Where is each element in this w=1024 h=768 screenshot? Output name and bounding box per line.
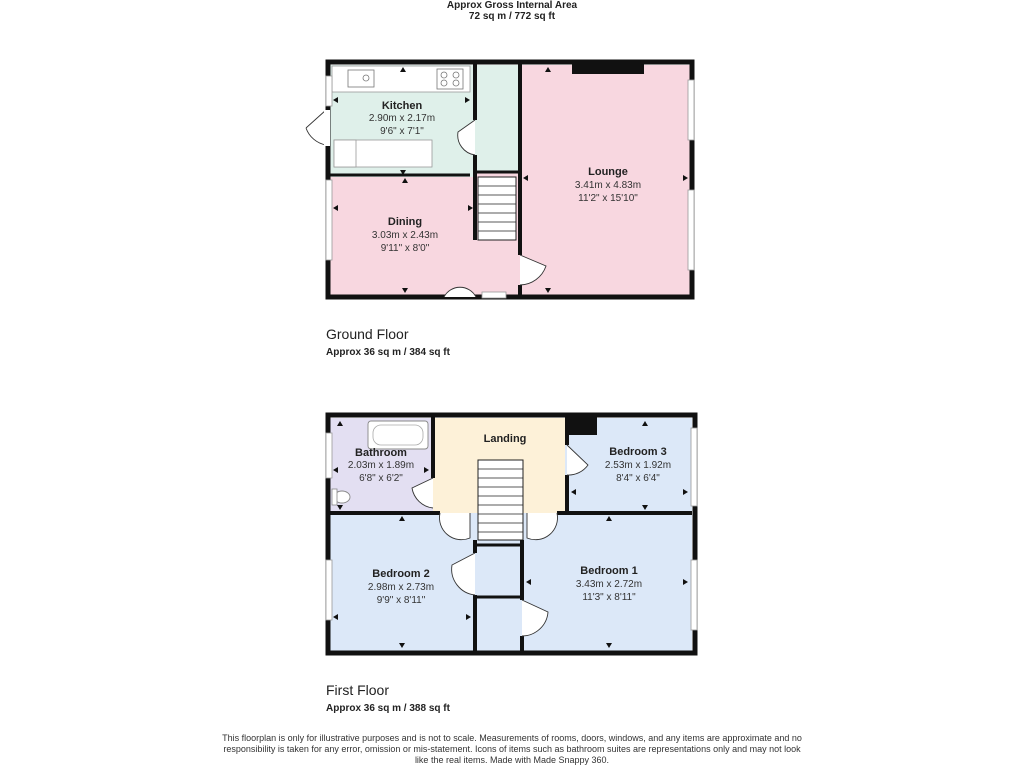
- bedroom3-label: Bedroom 3: [609, 446, 667, 458]
- first-stairs: [478, 460, 523, 540]
- ground-floor-plan: [306, 62, 694, 298]
- bedroom3-metric: 2.53m x 1.92m: [604, 460, 672, 471]
- bedroom2-metric: 2.98m x 2.73m: [367, 582, 435, 593]
- fireplace: [572, 62, 644, 74]
- kitchen-imperial: 9'6" x 7'1": [380, 126, 424, 137]
- window: [691, 560, 697, 630]
- first-floor-area: Approx 36 sq m / 388 sq ft: [326, 703, 450, 714]
- window: [326, 76, 332, 106]
- bathroom-label: Bathroom: [355, 447, 407, 459]
- kitchen-sink: [348, 70, 374, 87]
- dining-label: Dining: [387, 216, 423, 228]
- chimney-breast: [565, 415, 597, 435]
- dining-imperial: 9'11" x 8'0": [380, 243, 430, 254]
- kitchen-side-door: [306, 110, 326, 145]
- ground-floor-area: Approx 36 sq m / 384 sq ft: [326, 347, 450, 358]
- first-floor-title: First Floor: [326, 682, 389, 698]
- bedroom2-imperial: 9'9" x 8'11": [376, 595, 426, 606]
- lounge-label: Lounge: [588, 166, 628, 178]
- window: [326, 433, 332, 478]
- bedroom2-label: Bedroom 2: [372, 568, 430, 580]
- first-floor-plan: [326, 415, 697, 653]
- bathroom-imperial: 6'8" x 6'2": [359, 473, 403, 484]
- fridge: [334, 140, 356, 167]
- bathroom-metric: 2.03m x 1.89m: [347, 460, 415, 471]
- dining-metric: 3.03m x 2.43m: [371, 230, 439, 241]
- kitchen-metric: 2.90m x 2.17m: [368, 113, 436, 124]
- disclaimer-text: This floorplan is only for illustrative purposes and is not to scale. Measurements of rooms, doors, windows, and any items are approximate and no responsibility is taken for any error, omission or mis-statement. Icons of items such as bathroom suites are representations only and may not look like the real items. Made with Made Snappy 360.: [222, 733, 802, 765]
- landing-label: Landing: [483, 433, 527, 445]
- window: [326, 560, 332, 620]
- bedroom1-metric: 3.43m x 2.72m: [575, 579, 643, 590]
- bedroom3-imperial: 8'4" x 6'4": [616, 473, 660, 484]
- ground-floor-title: Ground Floor: [326, 326, 409, 342]
- gross-area-title: Approx Gross Internal Area: [446, 0, 578, 11]
- window: [688, 80, 694, 140]
- kitchen-passage: [475, 65, 520, 172]
- window: [482, 292, 506, 298]
- gross-area-value: 72 sq m / 772 sq ft: [468, 11, 556, 22]
- lounge-imperial: 11'2" x 15'10": [578, 193, 638, 204]
- kitchen-hob: [437, 69, 463, 89]
- ground-stairs: [478, 177, 516, 240]
- window: [691, 428, 697, 506]
- bedroom1-imperial: 11'3" x 8'11": [582, 592, 636, 603]
- window: [326, 180, 332, 260]
- bedroom1-label: Bedroom 1: [580, 565, 638, 577]
- lounge-metric: 3.41m x 4.83m: [574, 180, 642, 191]
- window: [688, 190, 694, 270]
- kitchen-label: Kitchen: [381, 100, 423, 112]
